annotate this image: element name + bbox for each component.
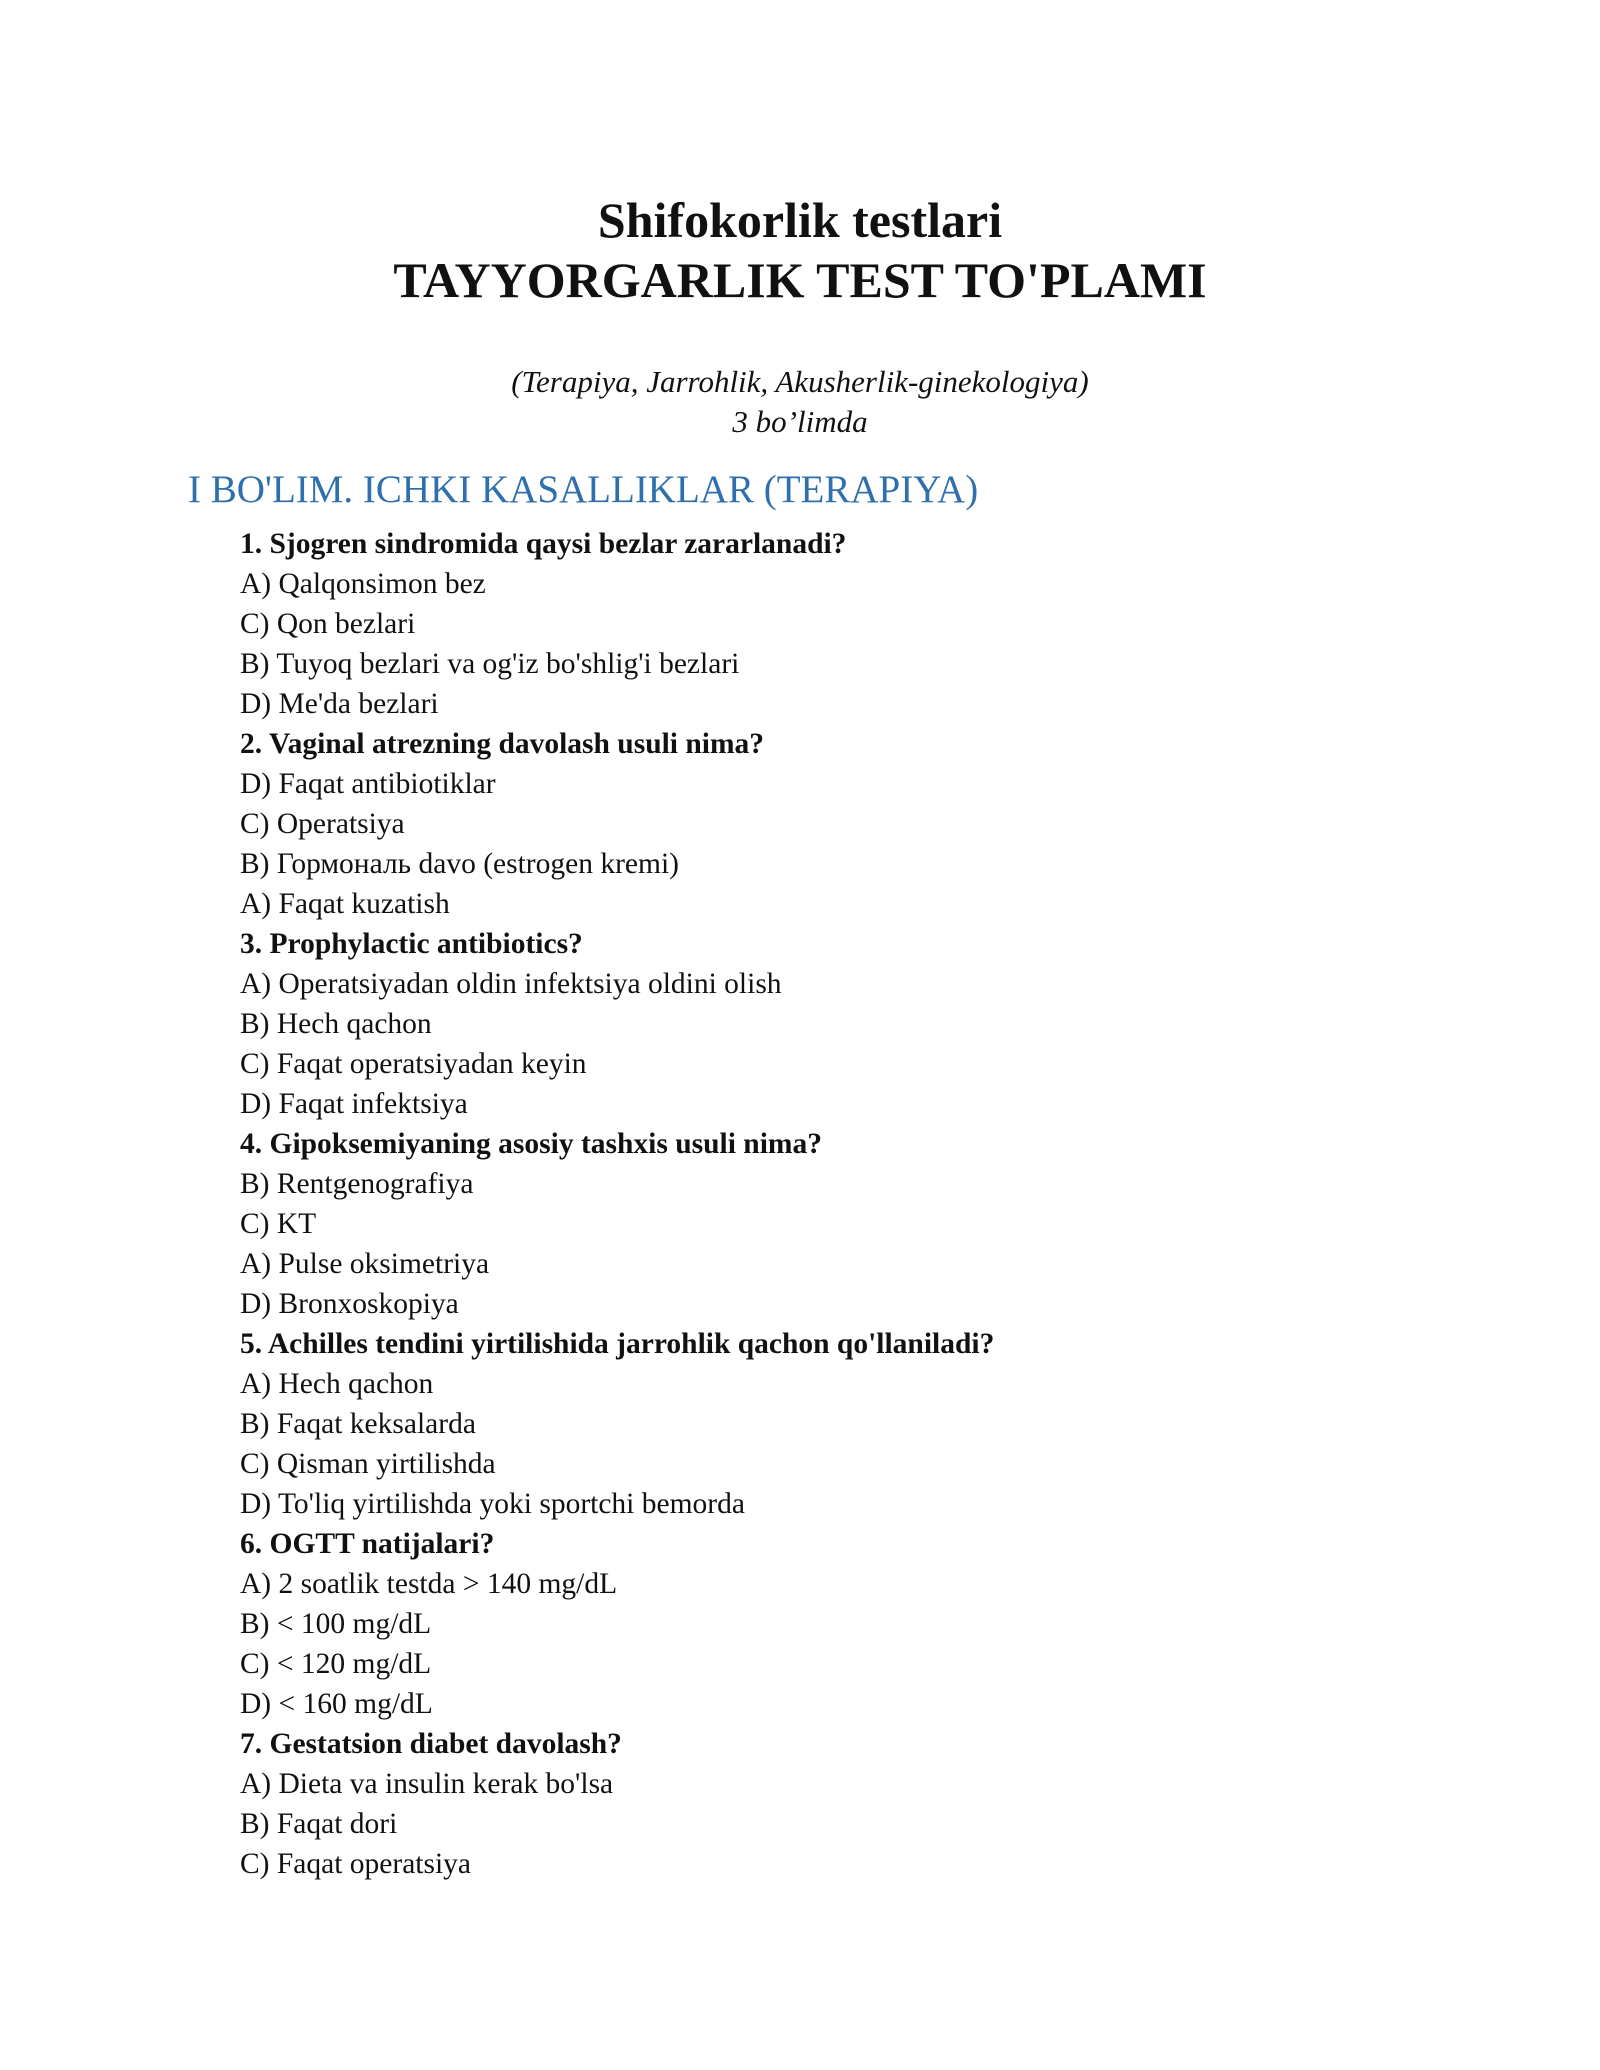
answer-option: A) Pulse oksimetriya [240,1248,490,1280]
answer-option: A) Faqat kuzatish [240,888,450,920]
subtitle-block [0,362,1600,442]
answer-option: C) KT [240,1208,317,1240]
answer-option: D) To'liq yirtilishda yoki sportchi bemorda [240,1488,745,1520]
answer-option: A) Dieta va insulin kerak bo'lsa [240,1768,614,1800]
answer-option: D) Me'da bezlari [240,688,439,720]
answer-option: C) Operatsiya [240,808,405,840]
question-list [240,524,1440,1884]
question-block [240,924,1440,1124]
title-block [0,190,1600,310]
answer-option: D) Bronxoskopiya [240,1288,459,1320]
question-text: 6. OGTT natijalari? [240,1528,495,1560]
answer-option: A) Qalqonsimon bez [240,568,486,600]
answer-option: C) Qon bezlari [240,608,416,640]
question-text: 7. Gestatsion diabet davolash? [240,1728,622,1760]
section-heading: I BO'LIM. ICHKI KASALLIKLAR (TERAPIYA) [188,468,979,511]
answer-option: D) < 160 mg/dL [240,1688,433,1720]
question-text: 1. Sjogren sindromida qaysi bezlar zararlanadi? [240,528,847,560]
answer-option: B) Rentgenografiya [240,1168,474,1200]
question-block [240,524,1440,724]
answer-option: B) Faqat keksalarda [240,1408,476,1440]
answer-option: A) Operatsiyadan oldin infektsiya oldini olish [240,968,782,1000]
question-text: 2. Vaginal atrezning davolash usuli nima? [240,728,765,760]
answer-option: C) Faqat operatsiyadan keyin [240,1048,587,1080]
question-block [240,724,1440,924]
answer-option: C) < 120 mg/dL [240,1648,432,1680]
answer-option: B) < 100 mg/dL [240,1608,432,1640]
document-subtitle-parts: 3 bo’limda [732,404,868,439]
question-block [240,1524,1440,1724]
question-block [240,1724,1440,1884]
document-subtitle: (Terapiya, Jarrohlik, Akusherlik-ginekologiya) [511,364,1089,399]
answer-option: C) Qisman yirtilishda [240,1448,496,1480]
answer-option: B) Faqat dori [240,1808,398,1840]
answer-option: C) Faqat operatsiya [240,1848,472,1880]
question-block [240,1124,1440,1324]
answer-option: A) 2 soatlik testda > 140 mg/dL [240,1568,618,1600]
question-text: 4. Gipoksemiyaning asosiy tashxis usuli nima? [240,1128,822,1160]
question-block [240,1324,1440,1524]
document-title: Shifokorlik testlari [597,192,1003,248]
answer-option: B) Tuyoq bezlari va og'iz bo'shlig'i bezlari [240,648,740,680]
document-title-main: TAYYORGARLIK TEST TO'PLAMI [393,252,1207,308]
answer-option: D) Faqat antibiotiklar [240,768,496,800]
question-text: 3. Prophylactic antibiotics? [240,928,583,960]
answer-option: D) Faqat infektsiya [240,1088,468,1120]
answer-option: B) Гормональ davo (estrogen kremi) [240,848,679,880]
answer-option: B) Hech qachon [240,1008,432,1040]
answer-option: A) Hech qachon [240,1368,434,1400]
question-text: 5. Achilles tendini yirtilishida jarrohlik qachon qo'llaniladi? [240,1328,995,1360]
